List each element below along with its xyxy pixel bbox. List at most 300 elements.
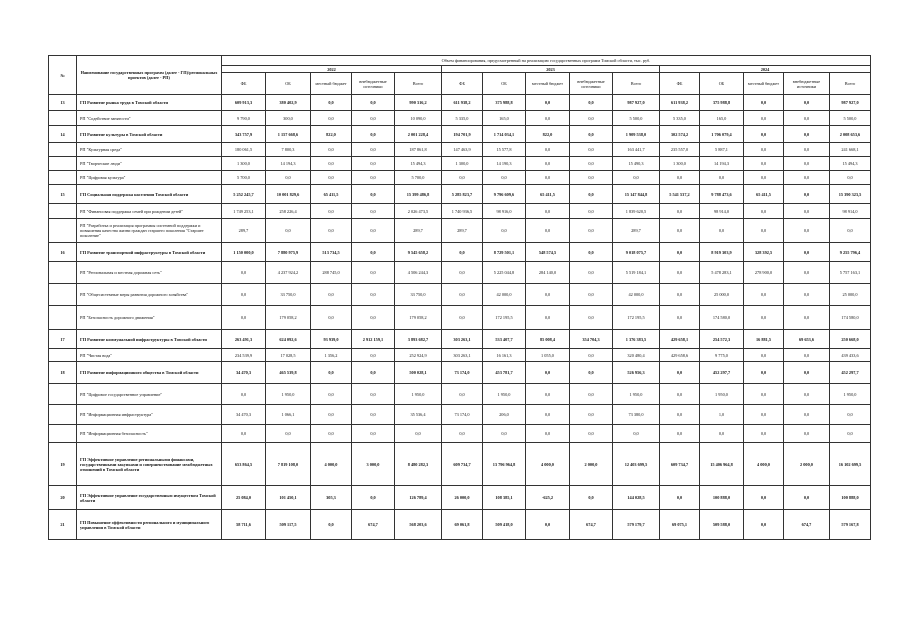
value-cell: 0,0: [352, 284, 395, 306]
value-cell: 3 893 682,7: [395, 330, 442, 349]
value-cell: 34 470,3: [222, 405, 266, 425]
value-cell: 33 750,0: [266, 284, 311, 306]
value-cell: 0,0: [784, 306, 830, 330]
value-cell: 0,0: [570, 384, 613, 405]
value-cell: 0,0: [700, 171, 744, 185]
value-cell: 0,0: [526, 143, 570, 157]
value-cell: 328 392,5: [744, 243, 784, 262]
value-cell: 13 796 964,8: [483, 443, 526, 486]
row-number: 20: [49, 486, 77, 510]
value-cell: 1 356,2: [311, 349, 352, 362]
value-cell: 375 988,8: [483, 95, 526, 111]
value-cell: 0,0: [784, 384, 830, 405]
value-cell: 822,0: [311, 126, 352, 143]
value-cell: 0,0: [570, 306, 613, 330]
value-cell: 8 729 501,1: [483, 243, 526, 262]
value-cell: 0,0: [483, 425, 526, 443]
value-cell: 0,0: [570, 486, 613, 510]
value-cell: 0,0: [570, 405, 613, 425]
value-cell: 42 000,0: [483, 284, 526, 306]
project-row: [49, 111, 871, 126]
row-name: РП "Информационная инфраструктура": [77, 405, 222, 425]
value-cell: 0,0: [311, 306, 352, 330]
value-cell: 0,0: [784, 262, 830, 284]
project-row: [49, 384, 871, 405]
value-cell: 674,7: [570, 510, 613, 540]
value-cell: 0,0: [784, 362, 830, 384]
project-row: [49, 171, 871, 185]
row-name: РП "Цифровое государственное управление": [77, 384, 222, 405]
value-cell: 0,0: [222, 384, 266, 405]
value-cell: 0,0: [660, 243, 700, 262]
value-cell: 0,0: [352, 219, 395, 243]
value-cell: 0,0: [700, 219, 744, 243]
value-cell: 25 000,0: [830, 284, 871, 306]
value-cell: 0,0: [570, 262, 613, 284]
value-cell: 0,0: [830, 405, 871, 425]
row-number: [49, 405, 77, 425]
value-cell: 1 706 079,4: [700, 126, 744, 143]
value-cell: 0,0: [744, 510, 784, 540]
value-cell: 17 028,5: [266, 349, 311, 362]
value-cell: 2 000,0: [784, 443, 830, 486]
value-cell: 165,0: [700, 111, 744, 126]
row-number: [49, 349, 77, 362]
value-cell: 0,0: [526, 384, 570, 405]
value-cell: 172 195,5: [483, 306, 526, 330]
value-cell: 0,0: [266, 171, 311, 185]
value-cell: 69 061,8: [442, 510, 483, 540]
value-cell: 0,0: [784, 349, 830, 362]
value-cell: 0,0: [744, 362, 784, 384]
value-cell: 234 539,9: [222, 349, 266, 362]
value-cell: 0,0: [784, 243, 830, 262]
value-cell: 0,0: [526, 171, 570, 185]
value-cell: 300,0: [266, 111, 311, 126]
value-cell: 187 861,8: [395, 143, 442, 157]
value-cell: 0,0: [744, 486, 784, 510]
row-number: [49, 171, 77, 185]
value-cell: -625,2: [526, 486, 570, 510]
value-cell: 5 519 184,1: [613, 262, 660, 284]
value-cell: 320 480,4: [613, 349, 660, 362]
value-cell: 0,0: [483, 171, 526, 185]
row-name: РП "Культурная среда": [77, 143, 222, 157]
value-cell: 4 237 924,2: [266, 262, 311, 284]
value-cell: 0,0: [570, 95, 613, 111]
value-cell: 4 000,0: [744, 443, 784, 486]
value-cell: 674,7: [784, 510, 830, 540]
value-cell: 0,0: [311, 284, 352, 306]
subcol-ob: ОБ: [700, 73, 744, 95]
row-number: 21: [49, 510, 77, 540]
value-cell: 58 711,6: [222, 510, 266, 540]
row-number: [49, 425, 77, 443]
value-cell: 452 297,7: [700, 362, 744, 384]
value-cell: 0,0: [526, 157, 570, 171]
row-number: 18: [49, 362, 77, 384]
value-cell: 0,0: [744, 157, 784, 171]
row-number: 16: [49, 243, 77, 262]
value-cell: 0,0: [570, 126, 613, 143]
value-cell: 2 912 159,1: [352, 330, 395, 349]
value-cell: 65 411,5: [744, 185, 784, 204]
value-cell: 624 092,6: [266, 330, 311, 349]
value-cell: 0,0: [526, 219, 570, 243]
subcol-fb: ФБ: [442, 73, 483, 95]
value-cell: 579 167,8: [830, 510, 871, 540]
value-cell: 25 084,0: [222, 486, 266, 510]
value-cell: 375 988,8: [700, 95, 744, 111]
value-cell: 5 757 163,1: [830, 262, 871, 284]
program-row: [49, 95, 871, 111]
value-cell: 69 075,1: [660, 510, 700, 540]
value-cell: 0,0: [660, 405, 700, 425]
value-cell: 9 775,0: [700, 349, 744, 362]
value-cell: 568 203,6: [395, 510, 442, 540]
value-cell: 0,0: [784, 111, 830, 126]
value-cell: 5 500,0: [613, 111, 660, 126]
row-name: РП "Региональная и местная дорожная сеть": [77, 262, 222, 284]
subcol-fb: ФБ: [222, 73, 266, 95]
row-number: 15: [49, 185, 77, 204]
value-cell: 0,0: [352, 425, 395, 443]
value-cell: 0,0: [744, 284, 784, 306]
value-cell: 1 300,0: [222, 157, 266, 171]
value-cell: 1 157 668,6: [266, 126, 311, 143]
value-cell: 0,0: [352, 126, 395, 143]
value-cell: 9 796 609,6: [483, 185, 526, 204]
row-name: РП "Финансовая поддержка семей при рождении детей": [77, 204, 222, 219]
program-row: [49, 126, 871, 143]
row-name: РП "Безопасность дорожного движения": [77, 306, 222, 330]
value-cell: 7 819 108,0: [266, 443, 311, 486]
value-cell: 0,0: [570, 362, 613, 384]
value-cell: 14 190,3: [483, 157, 526, 171]
value-cell: 0,0: [352, 95, 395, 111]
value-cell: 0,0: [660, 362, 700, 384]
value-cell: 7 800,3: [266, 143, 311, 157]
project-row: [49, 143, 871, 157]
value-cell: 0,0: [311, 219, 352, 243]
table-body: [49, 95, 871, 540]
value-cell: 16 881,5: [744, 330, 784, 349]
value-cell: 26 000,0: [442, 486, 483, 510]
value-cell: 0,0: [830, 425, 871, 443]
value-cell: 0,0: [744, 204, 784, 219]
row-name: ГП Эффективное управление региональными финансами, государственными закупками и совершенствование межбюджетных отношений в Томской области: [77, 443, 222, 486]
value-cell: 439 433,6: [830, 349, 871, 362]
value-cell: 1 950,0: [395, 384, 442, 405]
value-cell: 180 061,5: [222, 143, 266, 157]
value-cell: 611 938,2: [660, 95, 700, 111]
value-cell: 289,7: [613, 219, 660, 243]
row-name: РП "Содействие занятости": [77, 111, 222, 126]
value-cell: 0,0: [784, 204, 830, 219]
row-number: [49, 111, 77, 126]
value-cell: 0,0: [784, 143, 830, 157]
value-cell: 0,0: [570, 204, 613, 219]
subcol-extra: внебюджетные источники: [352, 73, 395, 95]
value-cell: 609 734,7: [442, 443, 483, 486]
value-cell: 179 058,2: [395, 306, 442, 330]
value-cell: 0,0: [526, 425, 570, 443]
value-cell: 69 653,6: [784, 330, 830, 349]
value-cell: 34 470,3: [222, 362, 266, 384]
value-cell: 0,0: [570, 425, 613, 443]
row-number: [49, 143, 77, 157]
value-cell: 0,0: [442, 425, 483, 443]
value-cell: 5 285 823,7: [442, 185, 483, 204]
value-cell: 15 406 964,8: [700, 443, 744, 486]
row-number: 13: [49, 95, 77, 111]
funding-table: [48, 55, 871, 540]
subcol-local: местный бюджет: [744, 73, 784, 95]
value-cell: 0,0: [352, 405, 395, 425]
value-cell: 0,0: [311, 143, 352, 157]
funding-title: Объем финансирования, предусмотренный на реализацию государственных программ Томской области, тыс. руб.: [222, 56, 871, 66]
value-cell: 0,0: [660, 219, 700, 243]
value-cell: 1 950,0: [700, 384, 744, 405]
value-cell: 0,0: [744, 384, 784, 405]
value-cell: 303 263,1: [442, 349, 483, 362]
subcol-total: Всего: [613, 73, 660, 95]
value-cell: 73 380,0: [613, 405, 660, 425]
value-cell: 302 574,2: [660, 126, 700, 143]
value-cell: 0,0: [784, 284, 830, 306]
value-cell: 65 411,5: [526, 185, 570, 204]
value-cell: 101 450,1: [266, 486, 311, 510]
row-name: РП "Творческие люди": [77, 157, 222, 171]
value-cell: 252 924,9: [395, 349, 442, 362]
value-cell: 1 839 620,5: [613, 204, 660, 219]
value-cell: 241 668,1: [830, 143, 871, 157]
value-cell: 0,0: [570, 349, 613, 362]
value-cell: 1,0: [700, 405, 744, 425]
value-cell: 0,0: [784, 157, 830, 171]
value-cell: 0,0: [744, 405, 784, 425]
value-cell: 990 316,2: [395, 95, 442, 111]
value-cell: 0,0: [352, 384, 395, 405]
value-cell: 14 194,3: [266, 157, 311, 171]
value-cell: 0,0: [526, 362, 570, 384]
value-cell: 0,0: [442, 284, 483, 306]
value-cell: 0,0: [222, 262, 266, 284]
row-name: ГП Развитие коммунальной инфраструктуры в Томской области: [77, 330, 222, 349]
program-row: [49, 330, 871, 349]
column-name-header: Наименование государственных программ (далее - ГП)/региональных проектов (далее - РП): [77, 56, 222, 95]
value-cell: 0,0: [526, 95, 570, 111]
value-cell: 0,0: [784, 425, 830, 443]
row-name: РП "Общесистемные меры развития дорожного хозяйства": [77, 284, 222, 306]
value-cell: 1 950,0: [830, 384, 871, 405]
value-cell: 5 335,0: [442, 111, 483, 126]
value-cell: 0,0: [570, 243, 613, 262]
value-cell: 0,0: [395, 425, 442, 443]
program-row: [49, 510, 871, 540]
value-cell: 15 490,3: [613, 157, 660, 171]
value-cell: 0,0: [830, 219, 871, 243]
value-cell: 5 478 283,1: [700, 262, 744, 284]
value-cell: 15 494,3: [395, 157, 442, 171]
value-cell: 2 000,0: [570, 443, 613, 486]
row-name: ГП Развитие культуры в Томской области: [77, 126, 222, 143]
value-cell: 5 700,0: [395, 171, 442, 185]
subcol-total: Всего: [830, 73, 871, 95]
value-cell: 0,0: [352, 349, 395, 362]
value-cell: 0,0: [352, 171, 395, 185]
value-cell: 9 545 658,2: [395, 243, 442, 262]
value-cell: 465 539,8: [266, 362, 311, 384]
value-cell: 147 463,9: [442, 143, 483, 157]
value-cell: 108 385,1: [483, 486, 526, 510]
project-row: [49, 349, 871, 362]
value-cell: 533 407,7: [483, 330, 526, 349]
row-name: РП "Информационная безопасность": [77, 425, 222, 443]
project-row: [49, 284, 871, 306]
value-cell: 1 150 000,0: [222, 243, 266, 262]
value-cell: 9 255 796,4: [830, 243, 871, 262]
value-cell: 0,0: [311, 510, 352, 540]
value-cell: 987 927,0: [830, 95, 871, 111]
value-cell: 8 919 303,9: [700, 243, 744, 262]
value-cell: 0,0: [784, 126, 830, 143]
value-cell: 16 161,3: [483, 349, 526, 362]
value-cell: 0,0: [744, 425, 784, 443]
row-name: РП "Разработка и реализация программы системной поддержки и повышения качества жизни граждан старшего поколения "Старшее поколение": [77, 219, 222, 243]
year-header-2024: 2024: [660, 66, 871, 73]
value-cell: 653 864,5: [222, 443, 266, 486]
value-cell: 0,0: [311, 95, 352, 111]
value-cell: 5 225 044,8: [483, 262, 526, 284]
value-cell: 513 734,5: [311, 243, 352, 262]
value-cell: 9 790,0: [222, 111, 266, 126]
value-cell: 100 888,0: [700, 486, 744, 510]
value-cell: 0,0: [784, 405, 830, 425]
value-cell: 85 008,4: [526, 330, 570, 349]
program-row: [49, 185, 871, 204]
row-number: [49, 157, 77, 171]
row-name: ГП Эффективное управление государственным имуществом Томской области: [77, 486, 222, 510]
value-cell: 611 938,2: [442, 95, 483, 111]
value-cell: 284 140,0: [526, 262, 570, 284]
row-number: [49, 384, 77, 405]
value-cell: 1 055,0: [526, 349, 570, 362]
value-cell: 0,0: [352, 111, 395, 126]
column-number-header: №: [49, 56, 77, 95]
value-cell: 0,0: [311, 157, 352, 171]
value-cell: 0,0: [784, 185, 830, 204]
value-cell: 0,0: [483, 219, 526, 243]
value-cell: 0,0: [352, 143, 395, 157]
value-cell: 254 572,3: [700, 330, 744, 349]
value-cell: 0,0: [352, 362, 395, 384]
row-name: ГП Повышение эффективности регионального и муниципального управления в Томской области: [77, 510, 222, 540]
value-cell: 0,0: [352, 306, 395, 330]
value-cell: 0,0: [570, 143, 613, 157]
value-cell: 0,0: [660, 384, 700, 405]
value-cell: 15 147 844,8: [613, 185, 660, 204]
subcol-extra: внебюджетные источники: [784, 73, 830, 95]
value-cell: 174 580,0: [700, 306, 744, 330]
value-cell: 0,0: [744, 306, 784, 330]
row-name: ГП Социальная поддержка населения Томской области: [77, 185, 222, 204]
value-cell: 0,0: [442, 243, 483, 262]
value-cell: 0,0: [352, 243, 395, 262]
value-cell: 0,0: [222, 306, 266, 330]
project-row: [49, 425, 871, 443]
project-row: [49, 262, 871, 284]
value-cell: 1 909 538,0: [613, 126, 660, 143]
value-cell: 0,0: [442, 171, 483, 185]
value-cell: 0,0: [744, 143, 784, 157]
value-cell: 0,0: [570, 185, 613, 204]
row-number: 14: [49, 126, 77, 143]
value-cell: 0,0: [352, 262, 395, 284]
value-cell: 163 441,7: [613, 143, 660, 157]
value-cell: 429 658,6: [660, 349, 700, 362]
value-cell: 14 194,3: [700, 157, 744, 171]
value-cell: 65 411,5: [311, 185, 352, 204]
value-cell: 1 376 383,5: [613, 330, 660, 349]
value-cell: 0,0: [784, 486, 830, 510]
value-cell: 0,0: [660, 486, 700, 510]
value-cell: 73 174,0: [442, 405, 483, 425]
value-cell: 235 557,0: [660, 143, 700, 157]
value-cell: 0,0: [352, 185, 395, 204]
value-cell: 250 668,0: [830, 330, 871, 349]
value-cell: 0,0: [660, 262, 700, 284]
row-name: ГП Развитие транспортной инфраструктуры в Томской области: [77, 243, 222, 262]
value-cell: 5 541 537,2: [660, 185, 700, 204]
value-cell: 35 536,4: [395, 405, 442, 425]
value-cell: 8 480 282,3: [395, 443, 442, 486]
value-cell: 98 914,0: [700, 204, 744, 219]
value-cell: 452 297,7: [830, 362, 871, 384]
subcol-ob: ОБ: [483, 73, 526, 95]
subcol-ob: ОБ: [266, 73, 311, 95]
value-cell: 0,0: [570, 157, 613, 171]
value-cell: 15 494,3: [830, 157, 871, 171]
value-cell: 12 403 699,5: [613, 443, 660, 486]
value-cell: 526 956,3: [613, 362, 660, 384]
value-cell: 98 916,0: [483, 204, 526, 219]
value-cell: 5 700,0: [222, 171, 266, 185]
value-cell: 0,0: [744, 219, 784, 243]
value-cell: 609 734,7: [660, 443, 700, 486]
value-cell: 0,0: [352, 204, 395, 219]
value-cell: 25 000,0: [700, 284, 744, 306]
value-cell: 93 939,0: [311, 330, 352, 349]
value-cell: 0,0: [700, 425, 744, 443]
value-cell: 4 506 244,3: [395, 262, 442, 284]
value-cell: 5 252 245,7: [222, 185, 266, 204]
value-cell: 453 781,7: [483, 362, 526, 384]
row-number: 17: [49, 330, 77, 349]
value-cell: 0,0: [442, 262, 483, 284]
value-cell: 258 226,4: [266, 204, 311, 219]
value-cell: 42 000,0: [613, 284, 660, 306]
value-cell: 0,0: [311, 405, 352, 425]
value-cell: 73 174,0: [442, 362, 483, 384]
value-cell: 0,0: [526, 111, 570, 126]
value-cell: 1 950,0: [613, 384, 660, 405]
value-cell: 0,0: [352, 157, 395, 171]
value-cell: 2 001 228,4: [395, 126, 442, 143]
value-cell: 0,0: [526, 405, 570, 425]
table-header: [49, 56, 871, 95]
value-cell: 15 390 323,5: [830, 185, 871, 204]
